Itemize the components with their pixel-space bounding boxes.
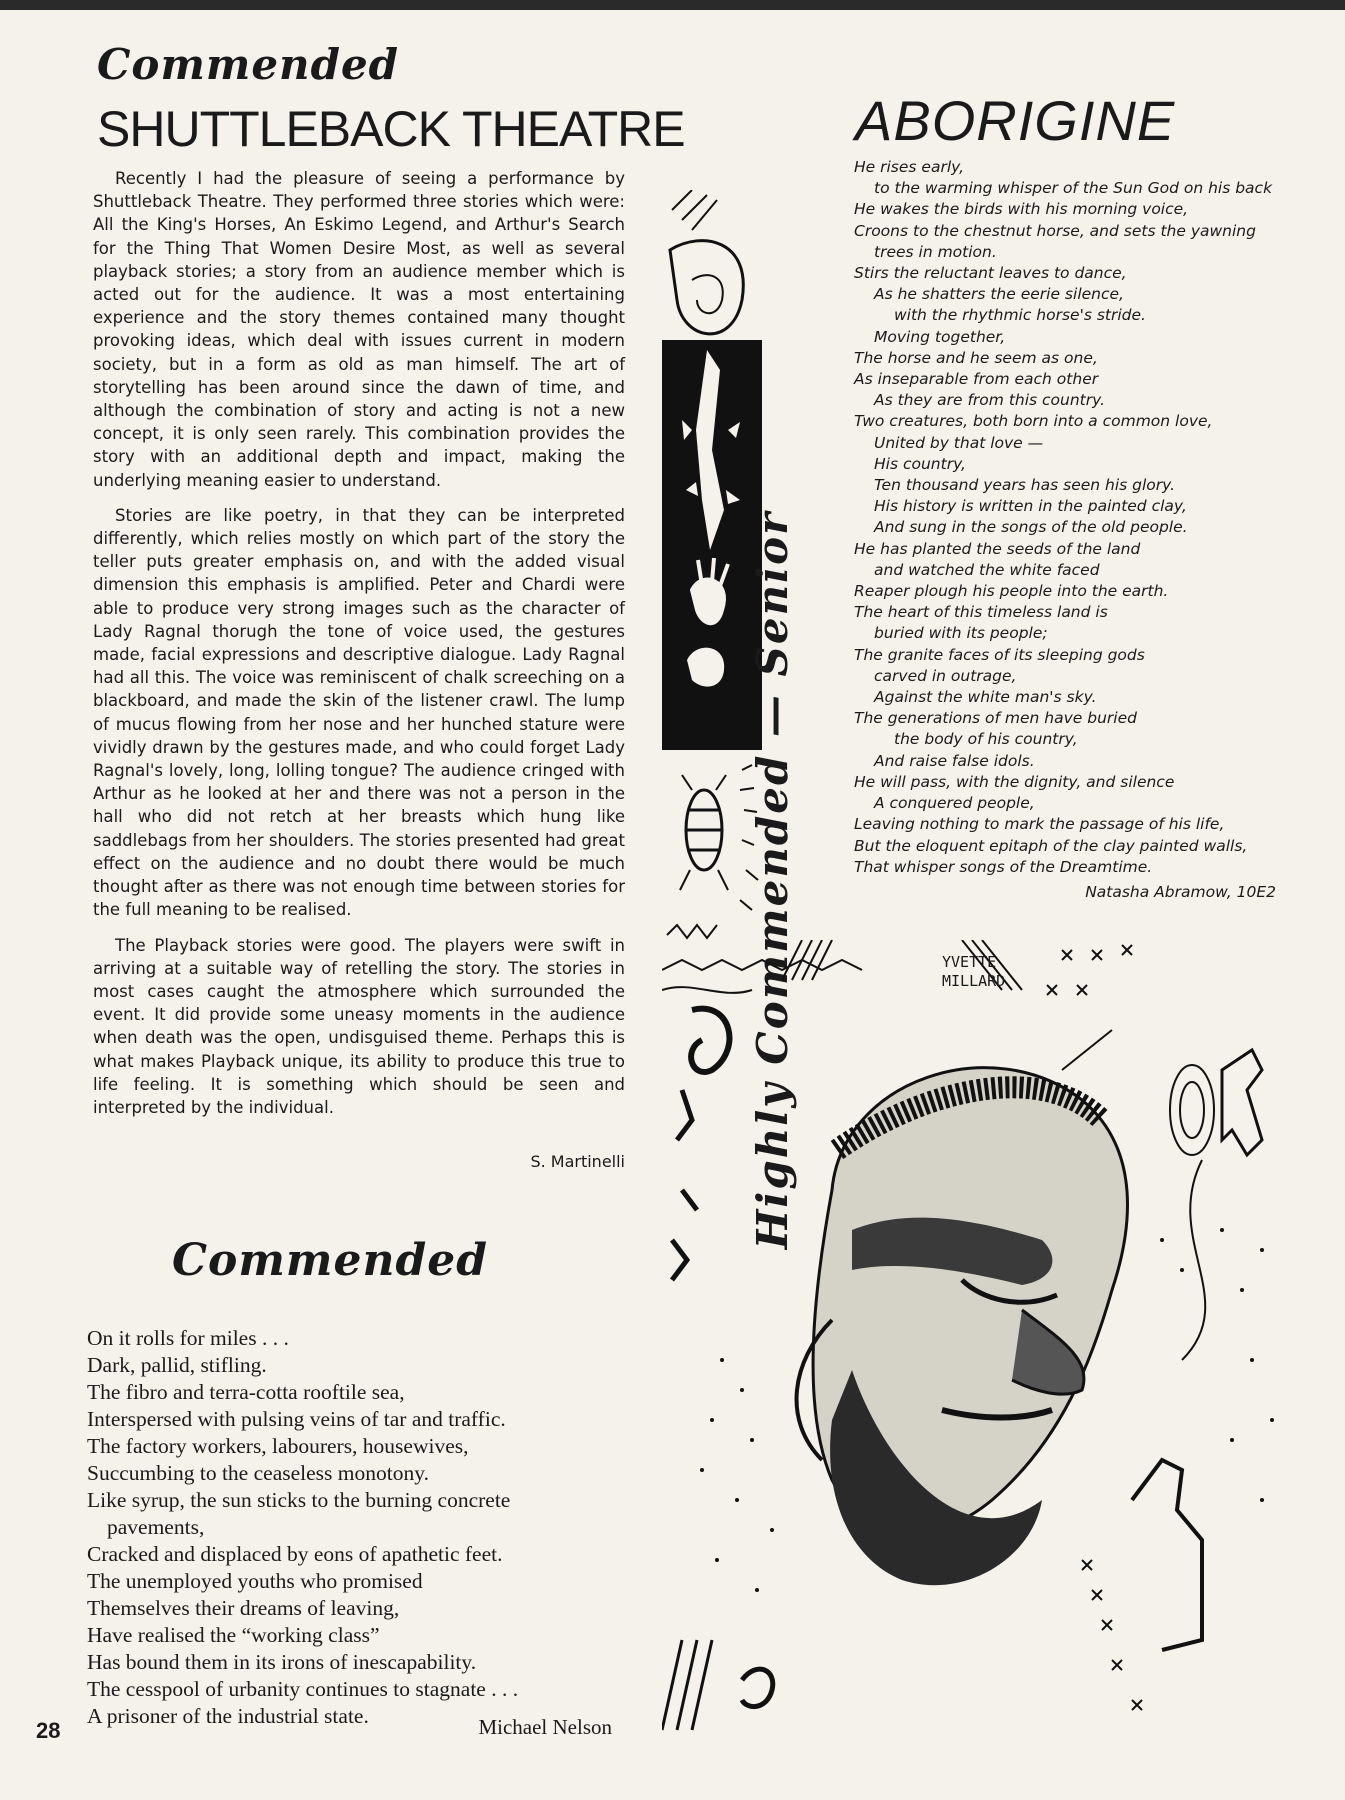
article-paragraph: Stories are like poetry, in that they can be interpreted differently, which relies mostly on which part of the story the teller puts greater emphasis on, and with the added visual dimension this emphasis is amplified. Peter and Chardi were able to produce very strong images such as the character of Lady Ragnal thorugh the tone of voice used, the gestures made, facial expressions and descriptive dialogue. Lady Ragnal had all this. The voice was reminiscent of chalk screeching on a blackboard, and made the skin of the listener crawl. The lump of mucus flowing from her nose and her hunched stature were vividly drawn by the gestures made, and who could forget Lady Ragnal's lovely, long, lolling tongue? The audience cringed with Arthur as he looked at her and there was not a person in the hall who did not retch at her breasts which hung like saddlebags from her shoulders. The stories presented had great effect on the audience and no doubt there would be much thought after as there was not enough time between stories for the full meaning to be realised.: [93, 505, 625, 920]
hatch-marks-lower: [662, 1640, 712, 1730]
poem-line: The cesspool of urbanity continues to stagnate . . .: [87, 1677, 519, 1701]
cross-marks-lower: [1082, 1560, 1142, 1710]
poem-line: But the eloquent epitaph of the clay painted walls,: [854, 836, 1248, 855]
poem-line: The fibro and terra-cotta rooftile sea,: [87, 1380, 405, 1404]
poem-line: His country,: [874, 454, 966, 473]
artist-signature: [942, 953, 1005, 991]
poem-line: The generations of men have buried: [854, 709, 1137, 728]
article-author: S. Martinelli: [530, 1152, 625, 1171]
poem-line: Interspersed with pulsing veins of tar and traffic.: [87, 1407, 506, 1431]
poem-line: Stirs the reluctant leaves to dance,: [854, 264, 1127, 283]
poem-line: trees in motion.: [874, 242, 997, 261]
poem-line: Has bound them in its irons of inescapability.: [87, 1650, 477, 1674]
cross-marks: [1047, 945, 1132, 995]
signature-line: YVETTE: [942, 953, 997, 971]
article-body: [93, 167, 625, 1131]
aborigine-poem: [854, 157, 1334, 878]
urban-poem: [87, 1325, 627, 1730]
signature-line: MILLARD: [942, 972, 1006, 990]
hatch-marks: [782, 940, 832, 980]
aboriginal-art-strip: [662, 190, 762, 950]
poem-line: He will pass, with the dignity, and silence: [854, 772, 1175, 791]
flowing-line: [1182, 1160, 1205, 1360]
article-paragraph: The Playback stories were good. The players were swift in arriving at a suitable way of retelling the story. The stories in most cases caught the atmosphere which surrounded the event. It did provide some uneasy moments in the audience when death was the open, undisguised theme. Perhaps this is what makes Playback unique, its ability to produce this true to life feeling. It is something which should be seen and interpreted by the individual.: [93, 935, 625, 1117]
poem-line: And raise false idols.: [874, 751, 1035, 770]
poem-line: Succumbing to the ceaseless monotony.: [87, 1461, 429, 1485]
poem-line: Moving together,: [874, 327, 1006, 346]
poem-line: The granite faces of its sleeping gods: [854, 645, 1145, 664]
poem-line: On it rolls for miles . . .: [87, 1326, 289, 1350]
poem-line: United by that love —: [874, 433, 1044, 452]
poem-line: He has planted the seeds of the land: [854, 539, 1141, 558]
poem-line: The factory workers, labourers, housewives,: [87, 1434, 469, 1458]
poem-line: The unemployed youths who promised: [87, 1569, 423, 1593]
poem-line: to the warming whisper of the Sun God on his back: [874, 179, 1273, 198]
boomerang-figure: [742, 1669, 773, 1706]
poem-line: pavements,: [107, 1515, 205, 1539]
poem-author: Michael Nelson: [478, 1715, 612, 1739]
poem-line: The heart of this timeless land is: [854, 603, 1108, 622]
zigzag: [667, 925, 717, 938]
tracks-figure: [672, 1090, 697, 1280]
poem-line: And sung in the songs of the old people.: [874, 518, 1188, 537]
portrait-face: [797, 1068, 1128, 1586]
portrait-illustration: [662, 940, 1302, 1750]
award-heading-commended: Commended: [97, 40, 400, 89]
poem-line: carved in outrage,: [874, 666, 1017, 685]
article-title: SHUTTLEBACK THEATRE: [97, 101, 685, 157]
poem-line: the body of his country,: [894, 730, 1078, 749]
page-number: 28: [36, 1718, 61, 1743]
poem-line: His history is written in the painted clay,: [874, 497, 1187, 516]
lizard-motif: [1222, 1050, 1262, 1155]
poem-line: A prisoner of the industrial state.: [87, 1704, 369, 1728]
poem-title-aborigine: ABORIGINE: [855, 89, 1176, 152]
page-top-edge: [0, 0, 1345, 10]
hand-figure: [1132, 1460, 1202, 1650]
poem-line: Dark, pallid, stifling.: [87, 1353, 267, 1377]
poem-author-abramow: Natasha Abramow, 10E2: [1085, 883, 1276, 901]
vertical-banner-highly-commended: Highly Commended — Senior: [748, 510, 797, 1250]
poem-line: Croons to the chestnut horse, and sets the yawning: [854, 221, 1256, 240]
concentric-ring-outer: [1170, 1065, 1214, 1155]
poem-line: As inseparable from each other: [854, 370, 1099, 389]
poem-line: He wakes the birds with his morning voice,: [854, 200, 1189, 219]
poem-line: As they are from this country.: [874, 391, 1106, 410]
turtle-stripes: [687, 810, 721, 850]
poem-line: Have realised the “working class”: [87, 1623, 380, 1647]
poem-line: with the rhythmic horse's stride.: [894, 306, 1146, 325]
spear-line: [1062, 1030, 1112, 1070]
poem-line: Ten thousand years has seen his glory.: [874, 476, 1176, 495]
award-heading-commended-2: Commended: [172, 1235, 488, 1286]
serpent-figure: [691, 1009, 729, 1072]
poem-line: Like syrup, the sun sticks to the burning concrete: [87, 1488, 511, 1512]
spiral-shape: [670, 241, 743, 334]
poem-line: Cracked and displaced by eons of apathetic feet.: [87, 1542, 503, 1566]
concentric-ring-inner: [1180, 1082, 1204, 1138]
poem-line: and watched the white faced: [874, 560, 1100, 579]
poem-line: Themselves their dreams of leaving,: [87, 1596, 400, 1620]
poem-line: Leaving nothing to mark the passage of his life,: [854, 815, 1225, 834]
poem-line: As he shatters the eerie silence,: [874, 285, 1124, 304]
poem-line: That whisper songs of the Dreamtime.: [854, 857, 1153, 876]
poem-line: Two creatures, both born into a common love,: [854, 412, 1213, 431]
poem-line: A conquered people,: [874, 794, 1035, 813]
poem-line: The horse and he seem as one,: [854, 348, 1098, 367]
hatch-marks: [672, 190, 717, 230]
zigzag-border: [662, 960, 862, 970]
poem-line: Reaper plough his people into the earth.: [854, 582, 1169, 601]
poem-line: He rises early,: [854, 158, 965, 176]
article-paragraph: Recently I had the pleasure of seeing a performance by Shuttleback Theatre. They performed three stories which were: All the King's Horses, An Eskimo Legend, and Arthur's Search for the Thing That Women Desire Most, as well as several playback stories; a story from an audience member which is acted out for the audience. It was a most entertaining experience and the story themes contained many thought provoking ideas, which deal with issues current in modern society, but in a form as old as man himself. The art of storytelling has been around since the dawn of time, and although the combination of story and acting is not a new concept, it is only seen rarely. This combination provides the story with an additional depth and impact, making the underlying meaning easier to understand.: [93, 169, 625, 490]
poem-line: Against the white man's sky.: [874, 688, 1097, 707]
wave-line: [662, 987, 752, 993]
spiral-inner: [692, 275, 723, 313]
poem-line: buried with its people;: [874, 624, 1048, 643]
